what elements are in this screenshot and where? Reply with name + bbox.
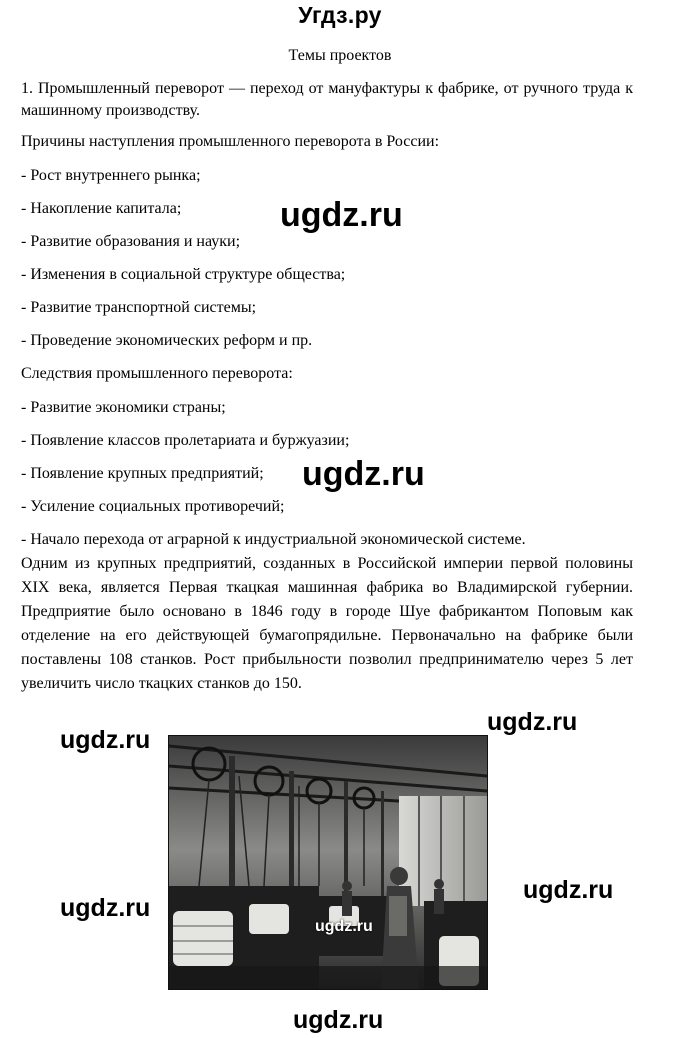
cause-item: - Накопление капитала; (21, 200, 182, 217)
effects-heading: Следствия промышленного переворота: (21, 365, 293, 382)
document-title: Темы проектов (288, 47, 392, 64)
history-paragraph: Одним из крупных предприятий, созданных в Российской империи первой половины XIX века, является Первая ткацкая машинная фабрика во Владимирской губернии. Предприятие было основано в 1846 году в городе Шуе фабрикантом Поповым как отделение на его действующей бумагопрядильне. Первоначально на фабрике были поставлены 108 станков. Рост прибыльности позволил предпринимателю через 5 лет увеличить число ткацких станков до 150. (21, 555, 633, 692)
cause-item: - Развитие транспортной системы; (21, 299, 257, 316)
watermark: ugdz.ru (302, 455, 425, 493)
effect-item: - Появление классов пролетариата и буржуазии; (21, 432, 350, 449)
cause-item: - Изменения в социальной структуре общества; (21, 266, 346, 283)
effect-item: - Развитие экономики страны; (21, 399, 226, 416)
cause-item: - Проведение экономических реформ и пр. (21, 332, 313, 349)
effect-item: - Усиление социальных противоречий; (21, 498, 285, 515)
watermark: ugdz.ru (60, 726, 151, 754)
causes-heading: Причины наступления промышленного переворота в России: (21, 133, 440, 150)
photo-watermark: ugdz.ru (315, 918, 373, 935)
watermark: ugdz.ru (293, 1006, 384, 1034)
site-title: Угдз.ру (298, 2, 382, 28)
document-body (21, 78, 633, 696)
watermark: ugdz.ru (280, 196, 403, 234)
watermark: ugdz.ru (60, 894, 151, 922)
effect-item: - Появление крупных предприятий; (21, 465, 264, 482)
factory-loom-photo (168, 735, 488, 990)
watermark: ugdz.ru (523, 876, 614, 904)
watermark: ugdz.ru (487, 708, 578, 736)
cause-item: - Рост внутреннего рынка; (21, 167, 201, 184)
effect-item: - Начало перехода от аграрной к индустриальной экономической системе. (21, 531, 526, 548)
cause-item: - Развитие образования и науки; (21, 233, 241, 250)
intro-paragraph: 1. Промышленный переворот — переход от мануфактуры к фабрике, от ручного труда к машинному производству. (21, 80, 633, 119)
